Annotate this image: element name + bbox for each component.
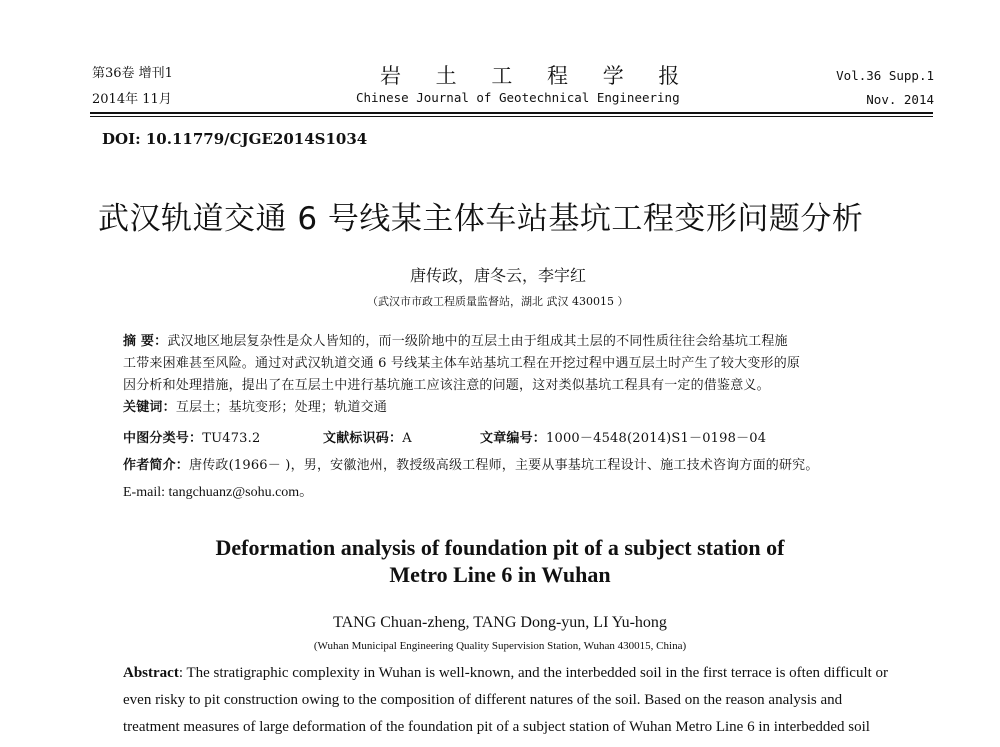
abstract-en-line-3: treatment measures of large deformation of the foundation pit of a subject station of Wuhan Metro Line 6 in interbedded soil: [123, 719, 870, 735]
doc-code-label: 文献标识码：: [323, 431, 403, 446]
abstract-cn-line-2: 工带来困难甚至风险。通过对武汉轨道交通 6 号线某主体车站基坑工程在开挖过程中遇互层土时产生了较大变形的原: [123, 356, 801, 371]
journal-title-cn: 岩 土 工 程 学 报: [380, 64, 694, 88]
author-bio-value: 唐传政(1966－ )，男，安徽池州，教授级高级工程师，主要从事基坑工程设计、施工技术咨询方面的研究。: [189, 458, 819, 473]
article-no-label: 文章编号：: [480, 431, 547, 446]
affiliation-cn: （武汉市市政工程质量监督站，湖北 武汉 430015 ）: [367, 295, 629, 308]
date-cn: 2014年 11月: [92, 92, 172, 107]
abstract-cn-label: 摘 要：: [123, 334, 168, 349]
header-rule-bottom: [90, 116, 933, 117]
volume-en: Vol.36 Supp.1: [836, 68, 934, 83]
header-rule-top: [90, 112, 933, 114]
author-email: E-mail: tangchuanz@sohu.com。: [123, 485, 314, 500]
abstract-cn-text-1: 武汉地区地层复杂性是众人皆知的，而一级阶地中的互层土由于组成其土层的不同性质往往会给基坑工程施: [167, 334, 788, 349]
title-en-line-1: Deformation analysis of foundation pit of a subject station of: [215, 535, 785, 560]
keywords-cn: [123, 396, 387, 415]
doi: DOI: 10.11779/CJGE2014S1034: [102, 130, 368, 148]
volume-issue-cn: 第36卷 增刊1: [92, 66, 173, 81]
keywords-value: 互层土；基坑变形；处理；轨道交通: [175, 400, 388, 415]
keywords-label: 关键词：: [123, 400, 176, 415]
journal-title-en: Chinese Journal of Geotechnical Engineering: [356, 90, 680, 105]
doc-code: [323, 427, 412, 446]
abstract-en-label: Abstract: [123, 665, 179, 681]
clc: [123, 427, 260, 446]
clc-value: TU473.2: [202, 431, 261, 446]
abstract-cn-line-1: [123, 330, 788, 349]
date-en: Nov. 2014: [866, 92, 934, 107]
author-bio: [123, 454, 819, 473]
authors-cn: 唐传政，唐冬云，李宇红: [410, 266, 587, 285]
article-no: [480, 427, 766, 446]
abstract-en-text-1: : The stratigraphic complexity in Wuhan is well-known, and the interbedded soil in the first terrace is often difficult or: [178, 665, 889, 681]
title-cn: 武汉轨道交通 6 号线某主体车站基坑工程变形问题分析: [98, 201, 864, 237]
author-bio-label: 作者简介：: [123, 458, 190, 473]
abstract-en-line-2: even risky to pit construction owing to the composition of different natures of the soil. Based on the reason analysis and: [123, 692, 843, 708]
abstract-en-line-1: [123, 665, 888, 682]
clc-label: 中图分类号：: [123, 431, 203, 446]
abstract-cn-line-3: 因分析和处理措施，提出了在互层土中进行基坑施工应该注意的问题，这对类似基坑工程具有一定的借鉴意义。: [123, 378, 770, 393]
title-en-line-2: Metro Line 6 in Wuhan: [389, 562, 611, 587]
authors-en: TANG Chuan-zheng, TANG Dong-yun, LI Yu-hong: [333, 614, 667, 631]
doc-code-value: A: [402, 431, 412, 446]
affiliation-en: (Wuhan Municipal Engineering Quality Supervision Station, Wuhan 430015, China): [313, 640, 687, 652]
article-no-value: 1000－4548(2014)S1－0198－04: [546, 431, 767, 446]
